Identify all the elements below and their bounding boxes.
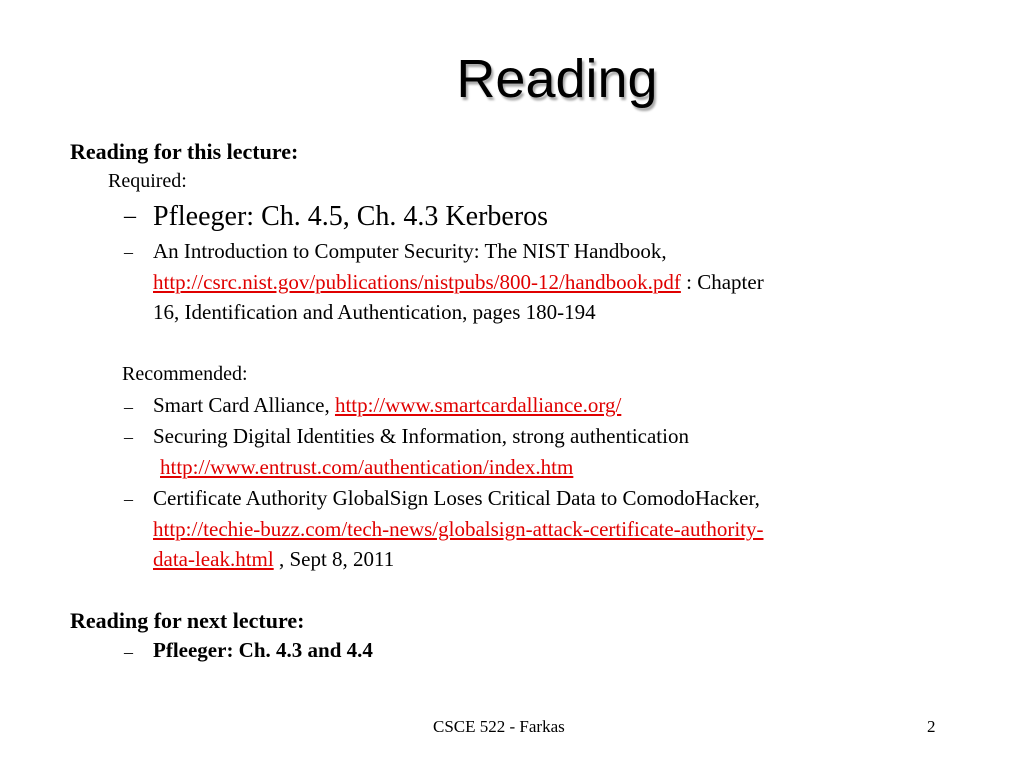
required-item-nist-line2	[153, 272, 764, 293]
required-item-pfleeger: Pfleeger: Ch. 4.5, Ch. 4.3 Kerberos	[153, 201, 549, 232]
entrust-link[interactable]: http://www.entrust.com/authentication/index.htm	[160, 455, 574, 479]
techie-buzz-link[interactable]: http://techie-buzz.com/tech-news/globalsign-attack-certificate-authority-	[153, 517, 764, 541]
footer-course: CSCE 522 - Farkas	[433, 717, 565, 736]
required-item-nist: An Introduction to Computer Security: The NIST Handbook,	[153, 239, 667, 263]
required-label: Required:	[108, 170, 187, 192]
slide-title: Reading	[456, 49, 658, 109]
bullet-dash: –	[124, 427, 133, 447]
bullet-dash: –	[124, 642, 133, 662]
nist-chapter-text: : Chapter	[680, 270, 764, 294]
recommended-item-entrust-line2	[160, 457, 573, 478]
recommended-label: Recommended:	[122, 363, 248, 385]
heading-next-lecture: Reading for next lecture:	[70, 608, 305, 633]
recommended-item-smartcard	[153, 395, 621, 416]
bullet-dash: –	[124, 489, 133, 509]
bullet-dash: –	[124, 397, 133, 417]
bullet-dash: –	[124, 242, 133, 262]
techie-buzz-link-cont[interactable]: data-leak.html	[153, 547, 274, 571]
globalsign-date: , Sept 8, 2011	[273, 547, 395, 571]
bullet-dash: –	[124, 203, 136, 229]
smartcard-link[interactable]: http://www.smartcardalliance.org/	[334, 393, 622, 417]
recommended-item-entrust: Securing Digital Identities & Information, strong authentication	[153, 424, 689, 448]
heading-this-lecture: Reading for this lecture:	[70, 139, 299, 164]
recommended-item-globalsign-line2	[153, 519, 764, 540]
required-item-nist-line3: 16, Identification and Authentication, pages 180-194	[153, 300, 596, 324]
recommended-item-globalsign: Certificate Authority GlobalSign Loses Critical Data to ComodoHacker,	[153, 486, 760, 510]
smartcard-text: Smart Card Alliance,	[153, 393, 335, 417]
next-item-pfleeger: Pfleeger: Ch. 4.3 and 4.4	[153, 638, 373, 662]
nist-handbook-link[interactable]: http://csrc.nist.gov/publications/nistpubs/800-12/handbook.pdf	[153, 270, 681, 294]
recommended-item-globalsign-line3	[153, 549, 394, 570]
footer-page-number: 2	[927, 717, 936, 736]
